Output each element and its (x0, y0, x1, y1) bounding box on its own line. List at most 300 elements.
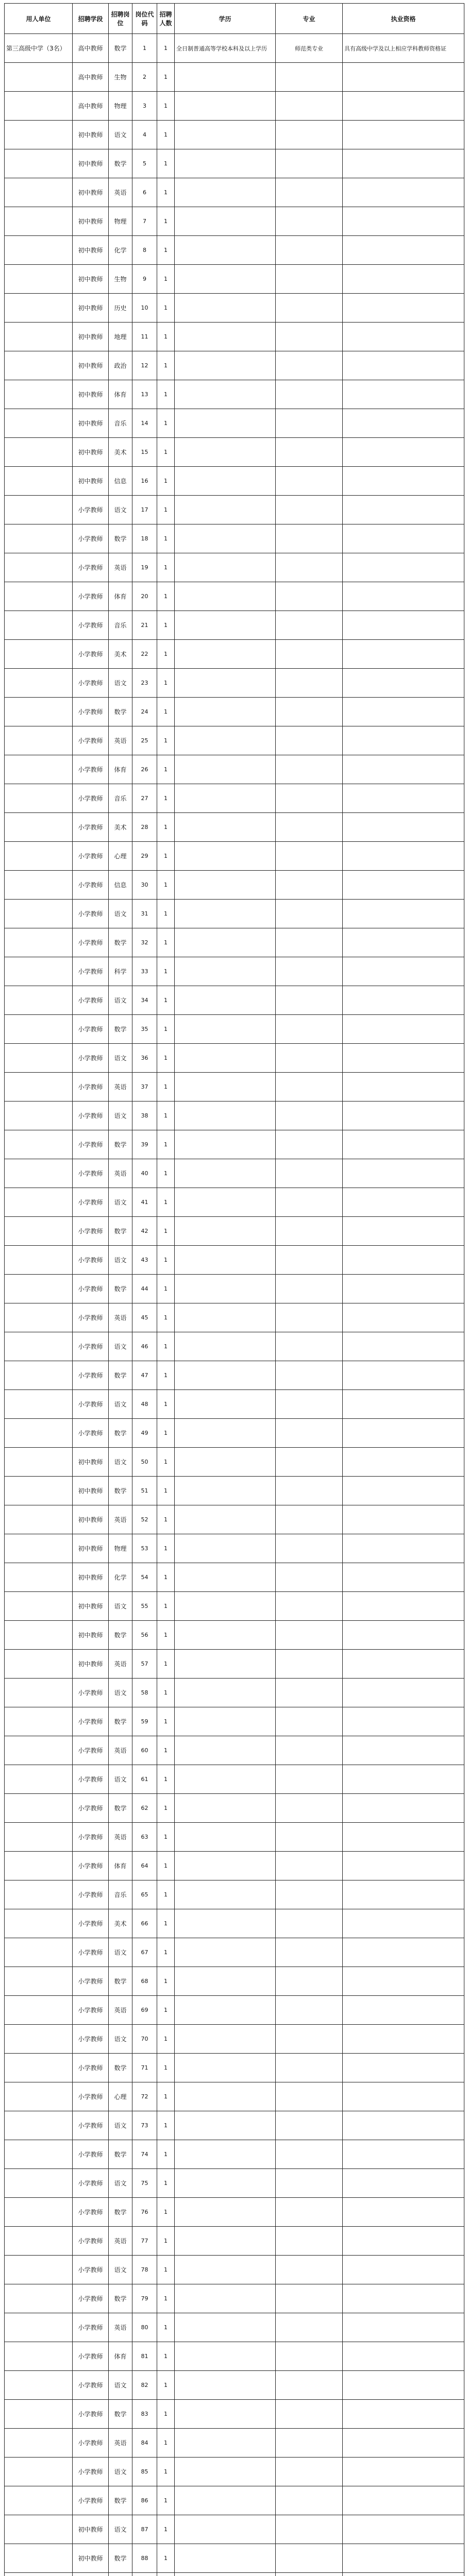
major-cell (276, 2169, 343, 2198)
table-row (5, 2342, 464, 2371)
unit-cell (5, 784, 73, 813)
education-cell (175, 726, 276, 755)
post-cell: 小学教师 (73, 1130, 109, 1159)
code-cell: 69 (132, 1996, 157, 2025)
table-row (5, 1505, 464, 1534)
table-row (5, 1419, 464, 1448)
table-row (5, 1044, 464, 1073)
code-cell: 29 (132, 842, 157, 871)
count-cell: 1 (157, 1852, 175, 1880)
table-row (5, 813, 464, 842)
major-cell (276, 1996, 343, 2025)
unit-cell (5, 323, 73, 351)
subject-cell: 数学 (109, 1217, 132, 1246)
education-cell (175, 1534, 276, 1563)
education-cell (175, 1477, 276, 1505)
table-row (5, 1534, 464, 1563)
major-cell (276, 1044, 343, 1073)
unit-cell (5, 2573, 73, 2576)
table-row (5, 323, 464, 351)
education-cell (175, 351, 276, 380)
major-cell (276, 380, 343, 409)
unit-cell (5, 2515, 73, 2544)
subject-cell: 语文 (109, 1765, 132, 1794)
count-cell: 1 (157, 2342, 175, 2371)
table-row (5, 2054, 464, 2082)
subject-cell: 数学 (109, 2054, 132, 2082)
unit-cell (5, 496, 73, 524)
code-cell: 6 (132, 178, 157, 207)
education-cell (175, 2515, 276, 2544)
subject-cell: 信息 (109, 467, 132, 496)
count-cell: 1 (157, 2544, 175, 2573)
qualification-cell (343, 496, 464, 524)
post-cell: 小学教师 (73, 726, 109, 755)
major-cell (276, 207, 343, 236)
table-row (5, 2486, 464, 2515)
code-cell: 73 (132, 2111, 157, 2140)
count-cell: 1 (157, 1765, 175, 1794)
major-cell (276, 842, 343, 871)
subject-cell: 心理 (109, 842, 132, 871)
unit-cell (5, 1303, 73, 1332)
post-cell: 小学教师 (73, 1044, 109, 1073)
education-cell (175, 957, 276, 986)
education-cell (175, 2169, 276, 2198)
education-cell: 全日制普通高等学校本科及以上学历 (175, 34, 276, 63)
qualification-cell (343, 2458, 464, 2486)
unit-cell (5, 2227, 73, 2256)
post-cell: 小学教师 (73, 1880, 109, 1909)
count-cell: 1 (157, 1275, 175, 1303)
post-cell: 小学教师 (73, 611, 109, 640)
post-cell: 小学教师 (73, 1967, 109, 1996)
major-cell (276, 1188, 343, 1217)
unit-cell (5, 1246, 73, 1275)
table-row (5, 1823, 464, 1852)
code-cell: 19 (132, 553, 157, 582)
unit-cell (5, 1448, 73, 1477)
unit-cell (5, 813, 73, 842)
qualification-cell (343, 1448, 464, 1477)
subject-cell: 语文 (109, 1448, 132, 1477)
count-cell: 1 (157, 1880, 175, 1909)
table-row (5, 149, 464, 178)
qualification-cell (343, 1188, 464, 1217)
major-cell (276, 1303, 343, 1332)
subject-cell: 体育 (109, 582, 132, 611)
post-cell: 小学教师 (73, 842, 109, 871)
table-row (5, 2458, 464, 2486)
table-row (5, 2025, 464, 2054)
major-cell (276, 2198, 343, 2227)
subject-cell: 数学 (109, 698, 132, 726)
count-cell: 1 (157, 1505, 175, 1534)
education-cell (175, 1419, 276, 1448)
table-row (5, 2111, 464, 2140)
subject-cell: 数学 (109, 2486, 132, 2515)
code-cell: 86 (132, 2486, 157, 2515)
table-row (5, 1679, 464, 1707)
qualification-cell (343, 986, 464, 1015)
count-cell: 1 (157, 467, 175, 496)
count-cell: 1 (157, 2429, 175, 2458)
post-cell: 小学教师 (73, 986, 109, 1015)
count-cell: 1 (157, 1448, 175, 1477)
qualification-cell (343, 1419, 464, 1448)
table-row (5, 900, 464, 928)
qualification-cell (343, 380, 464, 409)
major-cell (276, 1880, 343, 1909)
table-row (5, 1015, 464, 1044)
subject-cell: 历史 (109, 294, 132, 323)
count-cell: 1 (157, 92, 175, 121)
post-cell: 初中教师 (73, 409, 109, 438)
code-cell: 80 (132, 2313, 157, 2342)
education-cell (175, 1592, 276, 1621)
major-cell (276, 1477, 343, 1505)
code-cell: 30 (132, 871, 157, 900)
qualification-cell (343, 1852, 464, 1880)
unit-cell (5, 524, 73, 553)
major-cell (276, 2486, 343, 2515)
qualification-cell (343, 698, 464, 726)
education-cell (175, 496, 276, 524)
education-cell (175, 669, 276, 698)
count-cell: 1 (157, 1621, 175, 1650)
education-cell (175, 2342, 276, 2371)
education-cell (175, 1823, 276, 1852)
count-cell: 1 (157, 755, 175, 784)
qualification-cell (343, 1159, 464, 1188)
major-cell (276, 1765, 343, 1794)
code-cell: 44 (132, 1275, 157, 1303)
qualification-cell (343, 409, 464, 438)
major-cell (276, 1390, 343, 1419)
qualification-cell (343, 121, 464, 149)
code-cell: 10 (132, 294, 157, 323)
unit-cell (5, 1592, 73, 1621)
count-cell: 1 (157, 63, 175, 92)
major-cell (276, 2111, 343, 2140)
subject-cell: 数学 (109, 1621, 132, 1650)
subject-cell: 美术 (109, 438, 132, 467)
table-row (5, 871, 464, 900)
education-cell (175, 294, 276, 323)
post-cell: 小学教师 (73, 1159, 109, 1188)
post-cell: 小学教师 (73, 1101, 109, 1130)
count-cell: 1 (157, 640, 175, 669)
major-cell (276, 726, 343, 755)
education-cell (175, 1794, 276, 1823)
code-cell: 85 (132, 2458, 157, 2486)
major-cell (276, 467, 343, 496)
code-cell: 76 (132, 2198, 157, 2227)
table-row (5, 121, 464, 149)
major-cell (276, 1534, 343, 1563)
major-cell (276, 524, 343, 553)
qualification-cell (343, 2486, 464, 2515)
qualification-cell (343, 2400, 464, 2429)
table-row (5, 2256, 464, 2284)
qualification-cell (343, 1332, 464, 1361)
table-row (5, 1246, 464, 1275)
count-cell: 1 (157, 2111, 175, 2140)
table-row (5, 380, 464, 409)
education-cell (175, 1505, 276, 1534)
table-row (5, 2544, 464, 2573)
major-cell (276, 351, 343, 380)
major-cell (276, 2400, 343, 2429)
code-cell: 15 (132, 438, 157, 467)
qualification-cell (343, 726, 464, 755)
major-cell (276, 178, 343, 207)
table-row (5, 92, 464, 121)
major-cell (276, 1332, 343, 1361)
subject-cell: 心理 (109, 2082, 132, 2111)
unit-cell (5, 1534, 73, 1563)
count-cell: 1 (157, 1563, 175, 1592)
education-cell (175, 2544, 276, 2573)
table-row (5, 842, 464, 871)
code-cell: 66 (132, 1909, 157, 1938)
count-cell: 1 (157, 149, 175, 178)
education-cell (175, 1332, 276, 1361)
unit-cell (5, 611, 73, 640)
major-cell (276, 1679, 343, 1707)
qualification-cell (343, 2111, 464, 2140)
code-cell: 87 (132, 2515, 157, 2544)
unit-cell (5, 1679, 73, 1707)
code-cell: 35 (132, 1015, 157, 1044)
unit-cell (5, 1275, 73, 1303)
post-cell: 初中教师 (73, 294, 109, 323)
table-row (5, 1996, 464, 2025)
subject-cell: 数学 (109, 2198, 132, 2227)
table-body (5, 34, 464, 2576)
major-cell (276, 1101, 343, 1130)
subject-cell: 数学 (109, 2140, 132, 2169)
major-cell (276, 2284, 343, 2313)
qualification-cell (343, 1217, 464, 1246)
count-cell: 1 (157, 1015, 175, 1044)
count-cell: 1 (157, 178, 175, 207)
table-row (5, 1909, 464, 1938)
unit-cell (5, 2429, 73, 2458)
major-cell (276, 1246, 343, 1275)
table-row (5, 611, 464, 640)
education-cell (175, 813, 276, 842)
post-cell: 高中教师 (73, 34, 109, 63)
count-cell: 1 (157, 1996, 175, 2025)
major-cell (276, 496, 343, 524)
major-cell (276, 323, 343, 351)
post-cell: 初中教师 (73, 1505, 109, 1534)
qualification-cell (343, 2429, 464, 2458)
major-cell (276, 121, 343, 149)
table-row (5, 1621, 464, 1650)
count-cell: 1 (157, 553, 175, 582)
count-cell: 1 (157, 928, 175, 957)
education-cell (175, 2140, 276, 2169)
post-cell: 小学教师 (73, 1303, 109, 1332)
code-cell: 23 (132, 669, 157, 698)
subject-cell: 英语 (109, 1736, 132, 1765)
major-cell (276, 2515, 343, 2544)
code-cell: 5 (132, 149, 157, 178)
qualification-cell (343, 1909, 464, 1938)
post-cell: 小学教师 (73, 1938, 109, 1967)
education-cell (175, 1880, 276, 1909)
recruitment-table (4, 3, 464, 2576)
table-row (5, 1938, 464, 1967)
count-cell: 1 (157, 1101, 175, 1130)
table-row (5, 1073, 464, 1101)
education-cell (175, 236, 276, 265)
count-cell: 1 (157, 2140, 175, 2169)
qualification-cell (343, 1303, 464, 1332)
post-cell: 小学教师 (73, 2371, 109, 2400)
subject-cell: 美术 (109, 640, 132, 669)
unit-cell (5, 1938, 73, 1967)
subject-cell: 数学 (109, 1967, 132, 1996)
education-cell (175, 92, 276, 121)
education-cell (175, 2371, 276, 2400)
count-cell: 1 (157, 1188, 175, 1217)
major-cell (276, 1707, 343, 1736)
table-row (5, 2313, 464, 2342)
unit-cell (5, 871, 73, 900)
header-major: 专业 (276, 4, 343, 34)
qualification-cell (343, 2256, 464, 2284)
count-cell: 1 (157, 2169, 175, 2198)
code-cell: 25 (132, 726, 157, 755)
unit-cell (5, 1880, 73, 1909)
unit-cell (5, 928, 73, 957)
subject-cell: 科学 (109, 957, 132, 986)
major-cell (276, 92, 343, 121)
subject-cell: 数学 (109, 1275, 132, 1303)
post-cell: 初中教师 (73, 1534, 109, 1563)
code-cell: 55 (132, 1592, 157, 1621)
code-cell: 33 (132, 957, 157, 986)
table-row (5, 2227, 464, 2256)
education-cell (175, 928, 276, 957)
unit-cell (5, 698, 73, 726)
code-cell: 50 (132, 1448, 157, 1477)
subject-cell: 信息 (109, 871, 132, 900)
count-cell (157, 2573, 175, 2576)
qualification-cell (343, 2573, 464, 2576)
table-row (5, 1592, 464, 1621)
code-cell: 70 (132, 2025, 157, 2054)
subject-cell: 政治 (109, 351, 132, 380)
major-cell (276, 1938, 343, 1967)
unit-cell (5, 2054, 73, 2082)
unit-cell (5, 2140, 73, 2169)
unit-cell: 第三高级中学（3名） (5, 34, 73, 63)
qualification-cell (343, 900, 464, 928)
major-cell (276, 2256, 343, 2284)
code-cell: 81 (132, 2342, 157, 2371)
unit-cell (5, 1621, 73, 1650)
count-cell: 1 (157, 2054, 175, 2082)
unit-cell (5, 149, 73, 178)
count-cell: 1 (157, 784, 175, 813)
unit-cell (5, 640, 73, 669)
code-cell: 27 (132, 784, 157, 813)
table-row (5, 2284, 464, 2313)
code-cell: 3 (132, 92, 157, 121)
count-cell: 1 (157, 380, 175, 409)
unit-cell (5, 1996, 73, 2025)
subject-cell: 语文 (109, 1679, 132, 1707)
unit-cell (5, 2256, 73, 2284)
unit-cell (5, 63, 73, 92)
major-cell (276, 611, 343, 640)
post-cell: 初中教师 (73, 207, 109, 236)
unit-cell (5, 1794, 73, 1823)
subject-cell: 语文 (109, 1044, 132, 1073)
code-cell: 45 (132, 1303, 157, 1332)
post-cell: 小学教师 (73, 582, 109, 611)
unit-cell (5, 92, 73, 121)
major-cell (276, 2371, 343, 2400)
education-cell (175, 2025, 276, 2054)
post-cell: 初中教师 (73, 2544, 109, 2573)
education-cell (175, 1246, 276, 1275)
table-row (5, 467, 464, 496)
count-cell: 1 (157, 1130, 175, 1159)
table-row (5, 1650, 464, 1679)
education-cell (175, 1765, 276, 1794)
code-cell: 60 (132, 1736, 157, 1765)
count-cell: 1 (157, 1938, 175, 1967)
header-education: 学历 (175, 4, 276, 34)
code-cell: 42 (132, 1217, 157, 1246)
unit-cell (5, 1217, 73, 1246)
qualification-cell (343, 1736, 464, 1765)
count-cell: 1 (157, 611, 175, 640)
post-cell: 小学教师 (73, 1419, 109, 1448)
table-row (5, 726, 464, 755)
post-cell: 初中教师 (73, 467, 109, 496)
table-row (5, 1880, 464, 1909)
code-cell: 48 (132, 1390, 157, 1419)
post-cell: 初中教师 (73, 438, 109, 467)
subject-cell: 语文 (109, 1390, 132, 1419)
subject-cell: 音乐 (109, 784, 132, 813)
table-row (5, 294, 464, 323)
table-row (5, 351, 464, 380)
unit-cell (5, 207, 73, 236)
post-cell: 初中教师 (73, 178, 109, 207)
major-cell (276, 1130, 343, 1159)
code-cell: 11 (132, 323, 157, 351)
post-cell: 小学教师 (73, 2458, 109, 2486)
qualification-cell (343, 1361, 464, 1390)
qualification-cell (343, 1246, 464, 1275)
unit-cell (5, 1361, 73, 1390)
count-cell: 1 (157, 1419, 175, 1448)
count-cell: 1 (157, 2284, 175, 2313)
unit-cell (5, 294, 73, 323)
qualification-cell (343, 2054, 464, 2082)
subject-cell: 语文 (109, 2256, 132, 2284)
post-cell: 小学教师 (73, 2400, 109, 2429)
post-cell: 初中教师 (73, 1448, 109, 1477)
post-cell: 小学教师 (73, 2227, 109, 2256)
